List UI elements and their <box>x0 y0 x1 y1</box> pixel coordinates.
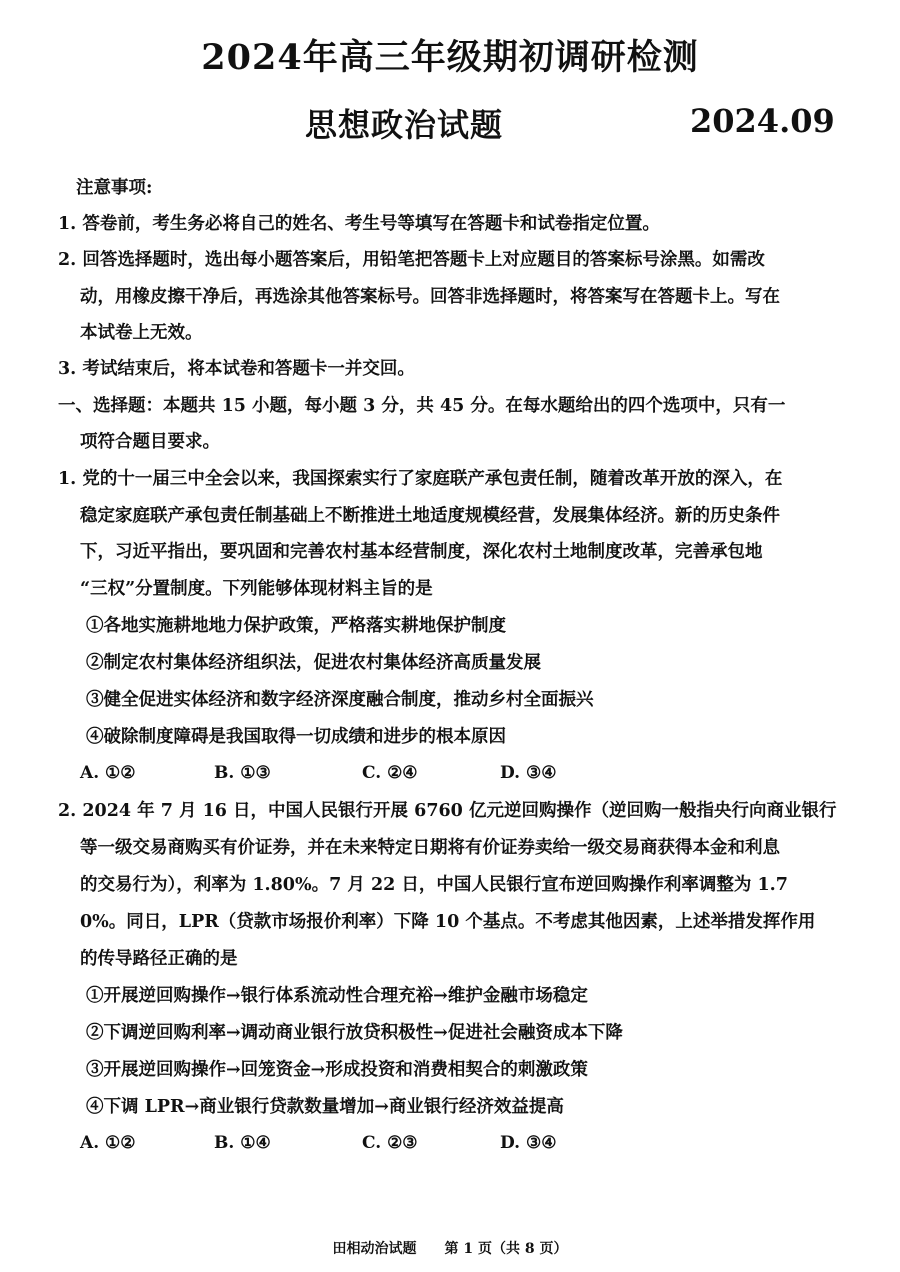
q2-item: ②下调逆回购利率→调动商业银行放贷积极性→促进社会融资成本下降 <box>86 1023 623 1043</box>
q1-stem: 下，习近平指出，要巩固和完善农村基本经营制度，深化农村土地制度改革，完善承包地 <box>80 542 763 562</box>
q1-stem: 稳定家庭联产承包责任制基础上不断推进土地适度规模经营，发展集体经济。新的历史条件 <box>80 506 780 526</box>
notice-line: 动，用橡皮擦干净后，再选涂其他答案标号。回答非选择题时，将答案写在答题卡上。写在 <box>80 287 780 307</box>
page-footer: 田相动治试题 第 1 页（共 8 页） <box>332 1241 568 1257</box>
q2-option-b[interactable]: B. ①④ <box>214 1133 271 1153</box>
q2-item: ④下调 LPR→商业银行贷款数量增加→商业银行经济效益提高 <box>86 1097 564 1117</box>
q2-stem: 0%。同日，LPR（贷款市场报价利率）下降 10 个基点。不考虑其他因素，上述举措发挥作用 <box>80 912 816 932</box>
notice-line: 本试卷上无效。 <box>80 323 203 343</box>
q1-stem: “三权”分置制度。下列能够体现材料主旨的是 <box>80 579 433 599</box>
exam-date: 2024.09 <box>690 102 835 140</box>
exam-title: 2024年高三年级期初调研检测 <box>201 37 699 78</box>
q1-option-d[interactable]: D. ③④ <box>500 763 557 783</box>
q1-option-c[interactable]: C. ②④ <box>362 763 418 783</box>
q1-item: ④破除制度障碍是我国取得一切成绩和进步的根本原因 <box>86 727 506 747</box>
section-heading: 项符合题目要求。 <box>80 432 220 452</box>
q2-option-c[interactable]: C. ②③ <box>362 1133 418 1153</box>
q2-item: ③开展逆回购操作→回笼资金→形成投资和消费相契合的刺激政策 <box>86 1060 588 1080</box>
section-heading: 一、选择题：本题共 15 小题，每小题 3 分，共 45 分。在每水题给出的四个选项中，只有一 <box>58 396 786 416</box>
q2-option-a[interactable]: A. ①② <box>80 1133 136 1153</box>
q1-option-a[interactable]: A. ①② <box>80 763 136 783</box>
q1-option-b[interactable]: B. ①③ <box>214 763 271 783</box>
q2-stem: 的交易行为），利率为 1.80%。7 月 22 日，中国人民银行宣布逆回购操作利率调整为 1.7 <box>80 875 788 895</box>
q1-item: ③健全促进实体经济和数字经济深度融合制度，推动乡村全面振兴 <box>86 690 594 710</box>
notice-line: 3. 考试结束后，将本试卷和答题卡一并交回。 <box>58 359 415 379</box>
notice-line: 2. 回答选择题时，选出每小题答案后，用铅笔把答题卡上对应题目的答案标号涂黑。如需改 <box>58 250 765 270</box>
q2-stem: 的传导路径正确的是 <box>80 949 238 969</box>
exam-subject: 思想政治试题 <box>305 106 504 144</box>
q2-option-d[interactable]: D. ③④ <box>500 1133 557 1153</box>
q2-stem: 2. 2024 年 7 月 16 日，中国人民银行开展 6760 亿元逆回购操作（逆回购一般指央行向商业银行 <box>58 801 837 821</box>
q1-item: ②制定农村集体经济组织法，促进农村集体经济高质量发展 <box>86 653 541 673</box>
notice-heading: 注意事项: <box>76 178 153 198</box>
notice-line: 1. 答卷前，考生务必将自己的姓名、考生号等填写在答题卡和试卷指定位置。 <box>58 214 660 234</box>
q1-item: ①各地实施耕地地力保护政策，严格落实耕地保护制度 <box>86 616 506 636</box>
q2-item: ①开展逆回购操作→银行体系流动性合理充裕→维护金融市场稳定 <box>86 986 588 1006</box>
q1-stem: 1. 党的十一届三中全会以来，我国探索实行了家庭联产承包责任制，随着改革开放的深入，在 <box>58 469 783 489</box>
q2-stem: 等一级交易商购买有价证券，并在未来特定日期将有价证券卖给一级交易商获得本金和利息 <box>80 838 780 858</box>
